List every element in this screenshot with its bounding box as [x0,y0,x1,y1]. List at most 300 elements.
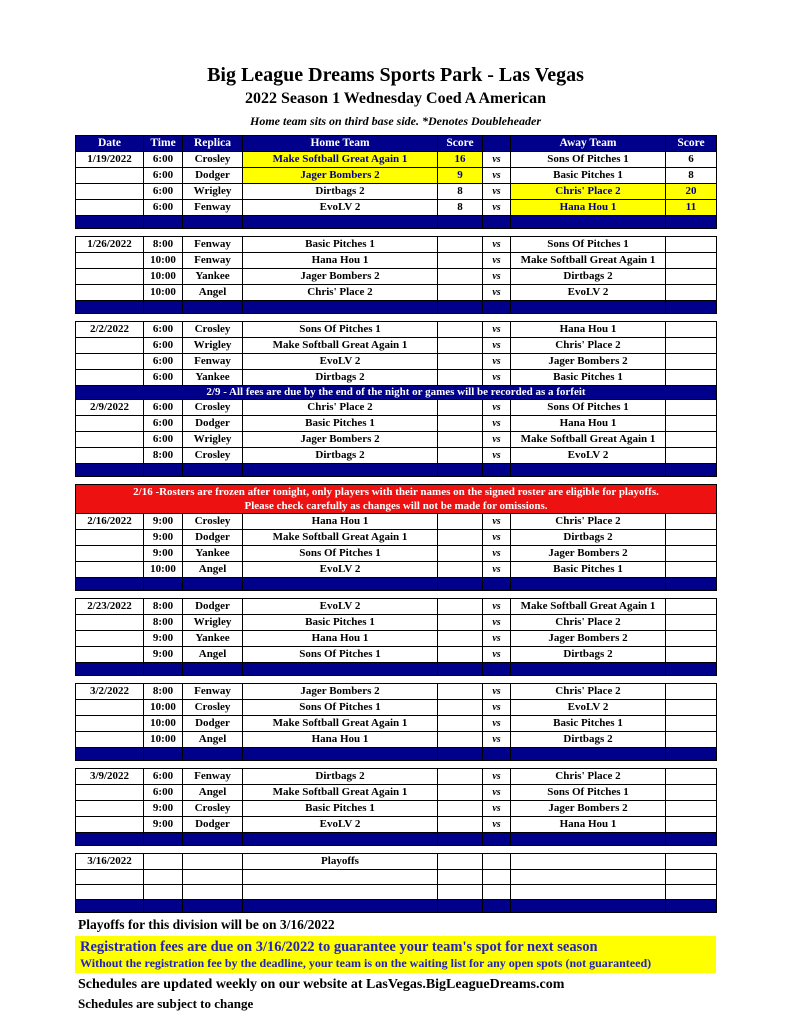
away-team-cell: Chris' Place 2 [511,337,666,353]
away-team-cell: Chris' Place 2 [511,768,666,784]
away-team-cell: Basic Pitches 1 [511,715,666,731]
date-cell [76,731,144,747]
separator-cell [666,899,717,912]
away-score-cell [666,369,717,385]
home-score-cell: 9 [438,167,483,183]
home-team-cell: EvoLV 2 [243,598,438,614]
schedule-note: Home team sits on third base side. *Denotes Doubleheader [250,113,541,128]
separator-row [76,832,717,845]
schedule-row [76,816,717,832]
separator-cell [144,662,183,675]
schedule-row [76,415,717,431]
date-cell [76,699,144,715]
away-team-cell: Chris' Place 2 [511,513,666,529]
separator-row [76,662,717,675]
away-team-cell [511,884,666,899]
spacer-row [76,313,717,321]
vs-label: vs [483,800,511,816]
roster-freeze-text [76,484,717,513]
away-team-cell: EvoLV 2 [511,699,666,715]
home-team-cell: Chris' Place 2 [243,284,438,300]
date-cell [76,529,144,545]
home-score-cell [438,598,483,614]
separator-cell [183,300,243,313]
away-score-cell [666,816,717,832]
away-score-cell [666,561,717,577]
schedule-row [76,353,717,369]
separator-cell [144,832,183,845]
replica-cell [183,884,243,899]
separator-cell [666,747,717,760]
website-line: Schedules are updated weekly on our website at LasVegas.BigLeagueDreams.com [78,977,565,993]
away-score-cell [666,415,717,431]
separator-cell [438,832,483,845]
away-score-cell [666,447,717,463]
replica-cell: Crosley [183,800,243,816]
separator-cell [483,577,511,590]
date-cell [76,545,144,561]
date-cell [76,869,144,884]
replica-cell: Dodger [183,715,243,731]
vs-label: vs [483,683,511,699]
column-header-away-team: Away Team [511,135,666,151]
date-cell [76,884,144,899]
time-cell: 8:00 [144,683,183,699]
page-title: Big League Dreams Sports Park - Las Vegas [207,64,584,86]
away-team-cell: Hana Hou 1 [511,415,666,431]
home-score-cell [438,321,483,337]
separator-cell [144,899,183,912]
home-team-cell: Make Softball Great Again 1 [243,784,438,800]
home-team-cell: EvoLV 2 [243,199,438,215]
home-score-cell [438,646,483,662]
away-score-cell: 20 [666,183,717,199]
separator-cell [511,832,666,845]
vs-label: vs [483,236,511,252]
time-cell: 6:00 [144,369,183,385]
home-team-cell: Dirtbags 2 [243,447,438,463]
separator-cell [511,300,666,313]
date-cell: 3/2/2022 [76,683,144,699]
away-score-cell [666,236,717,252]
replica-cell: Yankee [183,545,243,561]
away-team-cell: Dirtbags 2 [511,731,666,747]
away-score-cell [666,252,717,268]
away-team-cell: EvoLV 2 [511,284,666,300]
home-score-cell [438,529,483,545]
home-score-cell [438,561,483,577]
vs-label: vs [483,337,511,353]
home-score-cell [438,337,483,353]
away-score-cell [666,529,717,545]
separator-cell [76,662,144,675]
away-team-cell: Basic Pitches 1 [511,369,666,385]
away-team-cell: Sons Of Pitches 1 [511,784,666,800]
home-score-cell [438,784,483,800]
spacer-cell [76,760,717,768]
schedule-row [76,784,717,800]
separator-cell [511,215,666,228]
date-cell [76,369,144,385]
replica-cell: Angel [183,561,243,577]
date-cell [76,337,144,353]
schedule-row [76,768,717,784]
vs-label [483,884,511,899]
home-score-cell [438,715,483,731]
time-cell: 10:00 [144,561,183,577]
time-cell: 8:00 [144,598,183,614]
vs-label: vs [483,529,511,545]
away-score-cell: 11 [666,199,717,215]
away-team-cell [511,853,666,869]
separator-cell [483,463,511,476]
separator-cell [76,899,144,912]
time-cell: 10:00 [144,699,183,715]
away-score-cell [666,513,717,529]
spacer-row [76,675,717,683]
notice-row [76,385,717,399]
time-cell [144,853,183,869]
replica-cell: Fenway [183,768,243,784]
replica-cell: Crosley [183,399,243,415]
replica-cell: Fenway [183,683,243,699]
date-cell [76,431,144,447]
column-header-time: Time [144,135,183,151]
replica-cell: Fenway [183,353,243,369]
home-team-cell: Dirtbags 2 [243,369,438,385]
separator-cell [483,747,511,760]
date-cell [76,268,144,284]
replica-cell: Dodger [183,167,243,183]
separator-cell [76,215,144,228]
time-cell: 6:00 [144,768,183,784]
replica-cell: Dodger [183,415,243,431]
separator-cell [483,300,511,313]
spacer-cell [76,313,717,321]
date-cell [76,199,144,215]
home-score-cell [438,800,483,816]
replica-cell: Dodger [183,529,243,545]
time-cell: 8:00 [144,447,183,463]
separator-row [76,463,717,476]
date-cell [76,183,144,199]
replica-cell: Wrigley [183,431,243,447]
time-cell: 6:00 [144,151,183,167]
roster-freeze-line: 2/16 -Rosters are frozen after tonight, only players with their names on the signed roster are eligible for playoffs. [133,485,659,498]
date-cell [76,800,144,816]
spacer-row [76,590,717,598]
home-team-cell: Sons Of Pitches 1 [243,545,438,561]
home-team-cell: Hana Hou 1 [243,731,438,747]
separator-cell [243,747,438,760]
away-score-cell [666,268,717,284]
separator-cell [183,463,243,476]
vs-label: vs [483,321,511,337]
spacer-cell [76,675,717,683]
home-score-cell [438,869,483,884]
separator-cell [666,662,717,675]
date-cell: 1/26/2022 [76,236,144,252]
date-cell: 1/19/2022 [76,151,144,167]
time-cell: 6:00 [144,353,183,369]
home-team-cell: Basic Pitches 1 [243,236,438,252]
home-team-cell: Make Softball Great Again 1 [243,337,438,353]
away-team-cell: Make Softball Great Again 1 [511,598,666,614]
replica-cell: Yankee [183,630,243,646]
column-header-row [76,135,717,151]
away-team-cell: Hana Hou 1 [511,199,666,215]
home-team-cell: Dirtbags 2 [243,768,438,784]
vs-label: vs [483,598,511,614]
away-score-cell [666,715,717,731]
away-team-cell: Jager Bombers 2 [511,630,666,646]
separator-cell [183,832,243,845]
away-score-cell [666,731,717,747]
time-cell: 9:00 [144,816,183,832]
page-subtitle: 2022 Season 1 Wednesday Coed A American [244,90,547,107]
schedule-body [76,151,717,912]
separator-cell [183,215,243,228]
separator-cell [511,463,666,476]
replica-cell: Crosley [183,699,243,715]
away-score-cell [666,598,717,614]
separator-row [76,577,717,590]
spacer-row [76,845,717,853]
away-score-cell [666,431,717,447]
home-team-cell: Jager Bombers 2 [243,683,438,699]
time-cell: 6:00 [144,415,183,431]
time-cell: 6:00 [144,337,183,353]
away-score-cell [666,784,717,800]
away-score-cell [666,869,717,884]
home-score-cell: 16 [438,151,483,167]
separator-cell [511,577,666,590]
home-team-cell: Basic Pitches 1 [243,800,438,816]
away-score-cell [666,884,717,899]
separator-cell [666,300,717,313]
away-score-cell [666,321,717,337]
away-score-cell [666,545,717,561]
date-cell [76,415,144,431]
time-cell: 9:00 [144,800,183,816]
away-team-cell: Chris' Place 2 [511,614,666,630]
registration-warning-line: Without the registration fee by the deadline, your team is on the waiting list for any open spots (not guaranteed) [80,955,652,970]
schedule-row [76,598,717,614]
vs-label: vs [483,614,511,630]
replica-cell: Yankee [183,369,243,385]
home-score-cell [438,268,483,284]
replica-cell: Angel [183,646,243,662]
separator-cell [511,747,666,760]
spacer-cell [76,845,717,853]
separator-cell [243,215,438,228]
time-cell: 9:00 [144,545,183,561]
schedule-row [76,167,717,183]
vs-label: vs [483,353,511,369]
separator-cell [438,300,483,313]
home-score-cell [438,731,483,747]
replica-cell: Dodger [183,816,243,832]
vs-label: vs [483,431,511,447]
away-team-cell: Dirtbags 2 [511,268,666,284]
schedule-row [76,683,717,699]
home-score-cell [438,683,483,699]
column-header-home-team: Home Team [243,135,438,151]
vs-label [483,853,511,869]
time-cell: 9:00 [144,630,183,646]
spacer-row [76,228,717,236]
separator-cell [438,899,483,912]
away-score-cell [666,646,717,662]
home-team-cell: Hana Hou 1 [243,630,438,646]
vs-label: vs [483,415,511,431]
vs-label: vs [483,561,511,577]
separator-cell [183,577,243,590]
time-cell: 6:00 [144,321,183,337]
home-score-cell [438,816,483,832]
vs-label: vs [483,784,511,800]
time-cell: 9:00 [144,513,183,529]
schedule-table [75,135,717,913]
time-cell [144,884,183,899]
away-score-cell [666,683,717,699]
separator-cell [183,662,243,675]
separator-cell [243,463,438,476]
home-team-cell: Sons Of Pitches 1 [243,321,438,337]
home-team-cell: Jager Bombers 2 [243,431,438,447]
away-team-cell: Make Softball Great Again 1 [511,431,666,447]
home-team-cell: Playoffs [243,853,438,869]
schedule-row [76,646,717,662]
schedule-row [76,630,717,646]
replica-cell: Fenway [183,252,243,268]
time-cell: 6:00 [144,167,183,183]
away-team-cell: Chris' Place 2 [511,683,666,699]
separator-row [76,747,717,760]
away-team-cell: Dirtbags 2 [511,529,666,545]
separator-cell [243,832,438,845]
time-cell: 9:00 [144,646,183,662]
separator-cell [666,463,717,476]
separator-cell [144,747,183,760]
home-team-cell [243,869,438,884]
home-score-cell [438,545,483,561]
away-score-cell [666,337,717,353]
subject-to-change-line: Schedules are subject to change [78,996,254,1012]
separator-cell [243,577,438,590]
schedule-row [76,151,717,167]
replica-cell: Angel [183,784,243,800]
home-score-cell: 8 [438,199,483,215]
schedule-row [76,853,717,869]
time-cell [144,869,183,884]
separator-cell [183,747,243,760]
away-score-cell [666,353,717,369]
away-score-cell [666,630,717,646]
replica-cell: Crosley [183,513,243,529]
away-team-cell: Hana Hou 1 [511,321,666,337]
home-team-cell: Basic Pitches 1 [243,614,438,630]
schedule-row [76,545,717,561]
time-cell: 10:00 [144,715,183,731]
separator-cell [76,300,144,313]
home-score-cell [438,353,483,369]
away-team-cell: Sons Of Pitches 1 [511,236,666,252]
home-team-cell: Jager Bombers 2 [243,167,438,183]
away-team-cell: Dirtbags 2 [511,646,666,662]
separator-cell [183,899,243,912]
date-cell [76,353,144,369]
time-cell: 9:00 [144,529,183,545]
home-score-cell [438,630,483,646]
date-cell: 3/16/2022 [76,853,144,869]
separator-row [76,300,717,313]
away-team-cell: Basic Pitches 1 [511,561,666,577]
home-score-cell [438,699,483,715]
separator-cell [483,899,511,912]
away-team-cell: Jager Bombers 2 [511,800,666,816]
away-score-cell: 8 [666,167,717,183]
separator-cell [483,215,511,228]
schedule-row [76,252,717,268]
roster-freeze-line: Please check carefully as changes will not be made for omissions. [244,499,548,512]
separator-row [76,215,717,228]
home-team-cell: Dirtbags 2 [243,183,438,199]
schedule-row [76,284,717,300]
time-cell: 8:00 [144,614,183,630]
time-cell: 10:00 [144,284,183,300]
vs-label: vs [483,768,511,784]
vs-label: vs [483,715,511,731]
separator-cell [438,747,483,760]
spacer-row [76,476,717,484]
time-cell: 6:00 [144,431,183,447]
registration-due-line: Registration fees are due on 3/16/2022 to guarantee your team's spot for next season [80,938,598,955]
home-team-cell: Jager Bombers 2 [243,268,438,284]
vs-label: vs [483,252,511,268]
registration-banner [75,936,716,974]
roster-freeze-banner [76,484,717,513]
replica-cell: Wrigley [183,337,243,353]
time-cell: 6:00 [144,183,183,199]
away-score-cell [666,399,717,415]
home-score-cell: 8 [438,183,483,199]
home-team-cell: Hana Hou 1 [243,513,438,529]
date-cell [76,646,144,662]
spacer-cell [76,476,717,484]
replica-cell: Crosley [183,151,243,167]
replica-cell: Angel [183,731,243,747]
date-cell [76,561,144,577]
away-score-cell: 6 [666,151,717,167]
separator-cell [438,215,483,228]
date-cell: 2/23/2022 [76,598,144,614]
time-cell: 10:00 [144,268,183,284]
schedule-row [76,800,717,816]
home-score-cell [438,768,483,784]
separator-cell [438,463,483,476]
vs-label: vs [483,199,511,215]
vs-label: vs [483,183,511,199]
date-cell [76,447,144,463]
home-team-cell: Chris' Place 2 [243,399,438,415]
schedule-row [76,731,717,747]
time-cell: 10:00 [144,731,183,747]
home-team-cell: Make Softball Great Again 1 [243,715,438,731]
spacer-row [76,760,717,768]
vs-label: vs [483,513,511,529]
schedule-row [76,869,717,884]
